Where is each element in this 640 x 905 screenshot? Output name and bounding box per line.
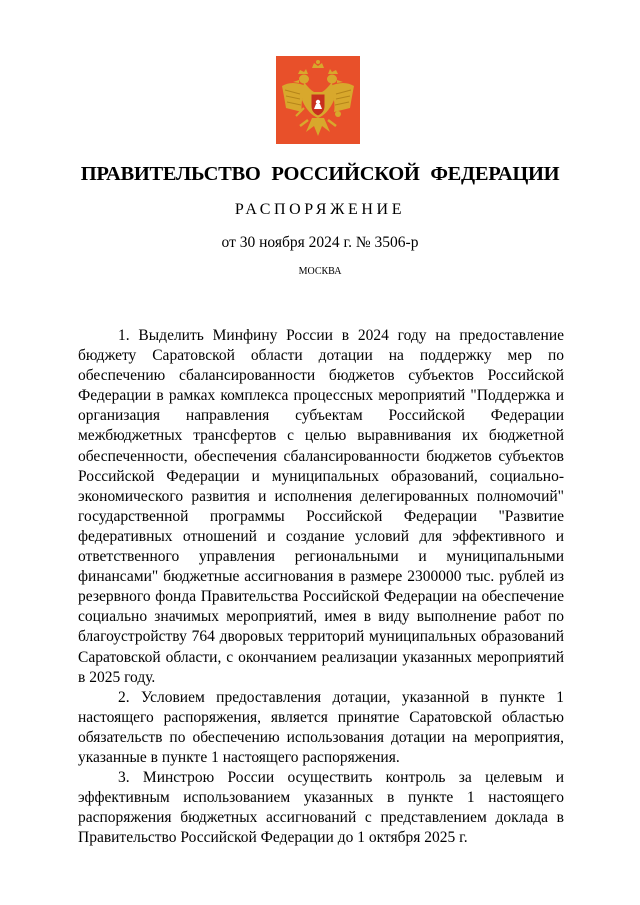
paragraph-1: 1. Выделить Минфину России в 2024 году на предоставление бюджету Саратовской области дотации на поддержку мер по обеспечению сбалансированности бюджетов субъектов Российской Федерации в рамках комплекса процессных мероприятий "Поддержка и организация направления субъектам Российской Федерации межбюджетных трансфертов с целью выравнивания их бюджетной обеспеченности, обеспечения сбалансированности бюджетов субъектов Российской Федерации и муниципальных образований, социально-экономического развития и исполнения делегированных полномочий" государственной программы Российской Федерации "Развитие федеративных отношений и создание условий для эффективного и ответственного управления региональными и муниципальными финансами" бюджетные ассигнования в размере 2300000 тыс. рублей из резервного фонда Правительства Российской Федерации на обеспечение социально значимых мероприятий, имея в виду выполнение работ по благоустройству 764 дворовых территорий муниципальных образований Саратовской области, с окончанием реализации указанных мероприятий в 2025 году.	[78, 327, 564, 686]
russian-coat-of-arms-icon	[276, 56, 360, 144]
document-city: МОСКВА	[298, 266, 342, 277]
paragraph-2: 2. Условием предоставления дотации, указанной в пункте 1 настоящего распоряжения, является принятие Саратовской областью обязательств по обеспечению использования дотации на мероприятия, указанные в пункте 1 настоящего распоряжения.	[78, 688, 564, 766]
document-type: РАСПОРЯЖЕНИЕ	[234, 201, 406, 218]
paragraph-3: 3. Минстрою России осуществить контроль за целевым и эффективным использованием указанных в пункте 1 настоящего распоряжения бюджетных ассигнований с представлением доклада в Правительство Российской Федерации до 1 октября 2025 г.	[78, 769, 564, 847]
document-body	[78, 326, 564, 848]
government-title: ПРАВИТЕЛЬСТВО РОССИЙСКОЙ ФЕДЕРАЦИИ	[80, 163, 560, 185]
document-date-number: от 30 ноября 2024 г. № 3506-р	[221, 234, 419, 251]
